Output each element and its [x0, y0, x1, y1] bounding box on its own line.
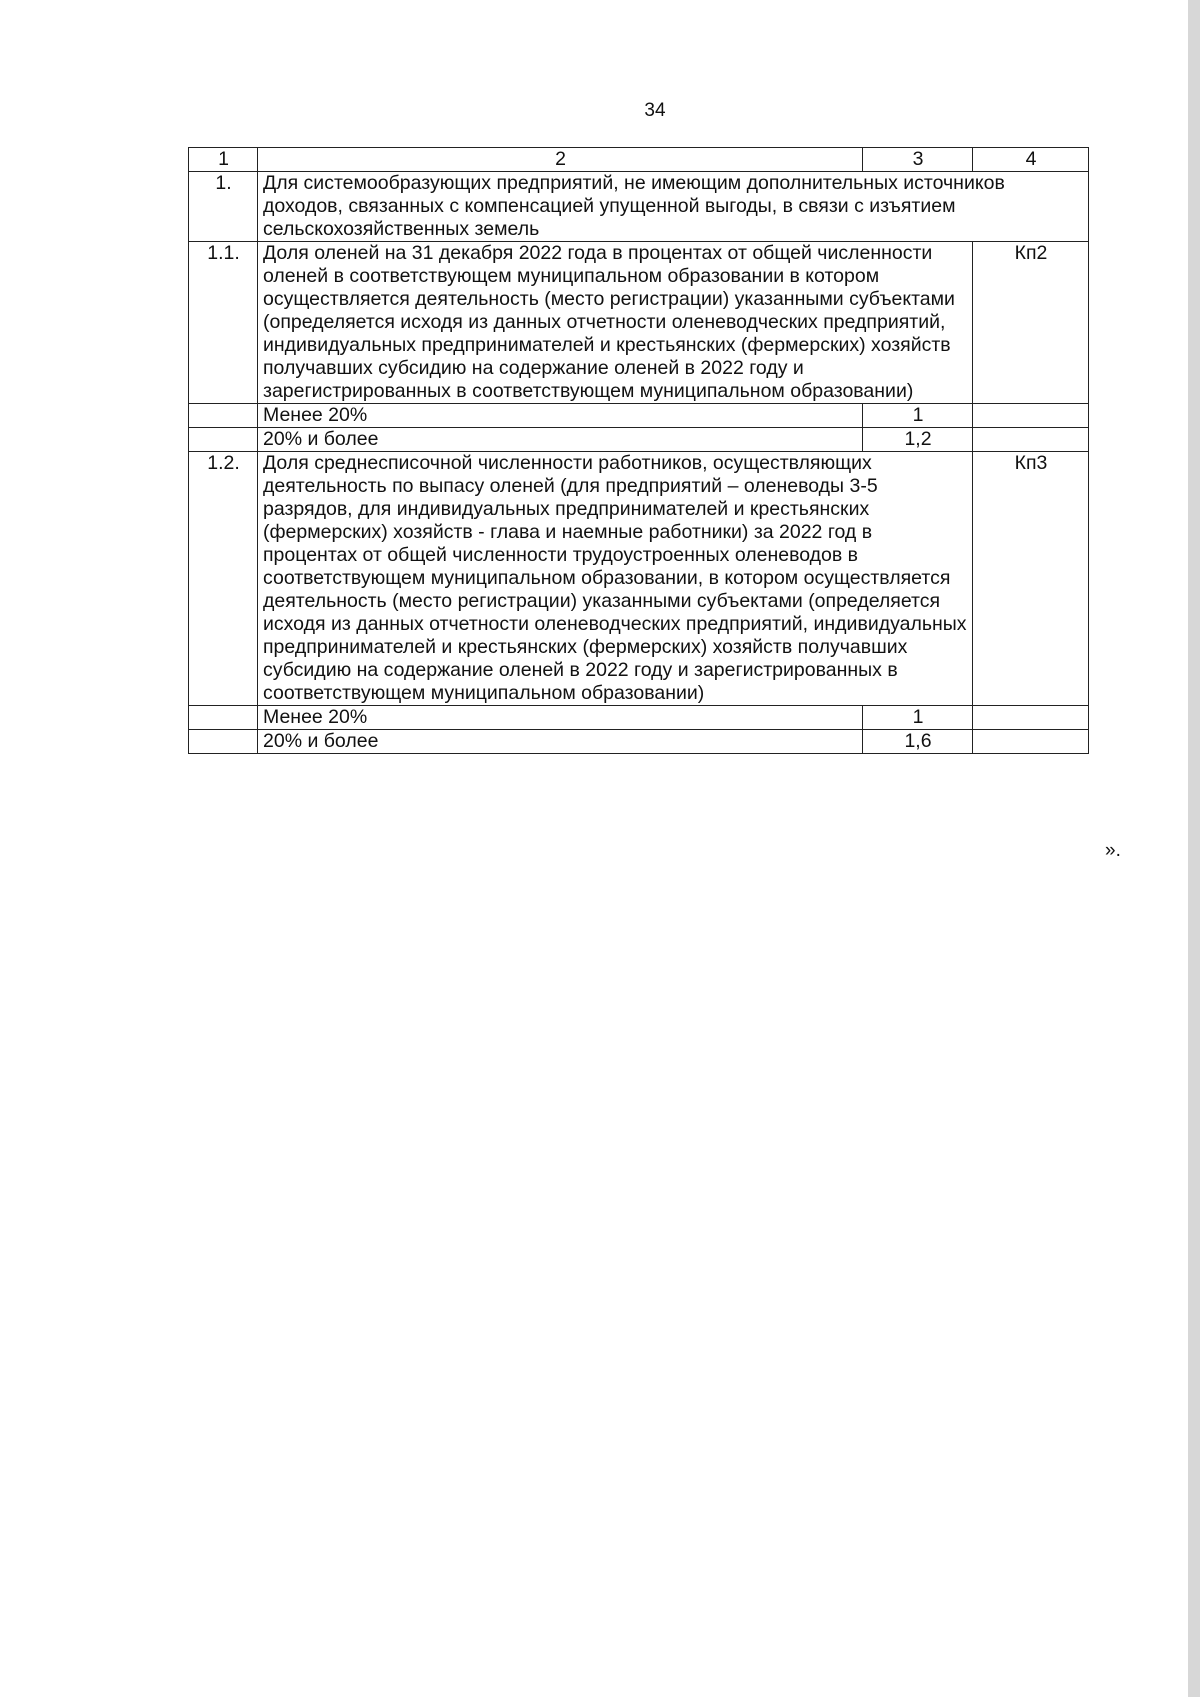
header-cell-2: 2	[258, 148, 863, 172]
table-header-row	[189, 148, 1089, 172]
row-number: 1.1.	[189, 242, 258, 404]
header-cell-1: 1	[189, 148, 258, 172]
closing-quote-mark: ».	[1105, 840, 1121, 861]
row-number	[189, 428, 258, 452]
row-text: Для системообразующих предприятий, не имеющим дополнительных источников доходов, связанных с компенсацией упущенной выгоды, в связи с изъятием сельскохозяйственных земель	[258, 172, 1089, 242]
table-row	[189, 452, 1089, 706]
header-cell-4: 4	[973, 148, 1089, 172]
row-code: Кп2	[973, 242, 1089, 404]
table-row	[189, 172, 1089, 242]
table-row	[189, 706, 1089, 730]
header-cell-3: 3	[863, 148, 973, 172]
row-code	[973, 428, 1089, 452]
row-code	[973, 404, 1089, 428]
row-code: Кп3	[973, 452, 1089, 706]
scan-right-edge	[1188, 0, 1200, 1697]
row-code	[973, 706, 1089, 730]
row-text: 20% и более	[258, 730, 863, 754]
row-number	[189, 706, 258, 730]
row-number: 1.2.	[189, 452, 258, 706]
table-row	[189, 730, 1089, 754]
row-text: Менее 20%	[258, 706, 863, 730]
row-text: Доля среднесписочной численности работников, осуществляющих деятельность по выпасу оленей (для предприятий – оленеводы 3-5 разрядов, для индивидуальных предпринимателей и крестьянских (фермерских) хозяйств - глава и наемные работники) за 2022 год в процентах от общей численности трудоустроенных оленеводов в соответствующем муниципальном образовании, в котором осуществляется деятельность (место регистрации) указанными субъектами (определяется исходя из данных отчетности оленеводческих предприятий, индивидуальных предпринимателей и крестьянских (фермерских) хозяйств получавших субсидию на содержание оленей в 2022 году и зарегистрированных в соответствующем муниципальном образовании)	[258, 452, 973, 706]
table-row	[189, 404, 1089, 428]
row-value: 1,6	[863, 730, 973, 754]
table-row	[189, 242, 1089, 404]
row-text: Менее 20%	[258, 404, 863, 428]
row-number	[189, 730, 258, 754]
page-number: 34	[644, 100, 666, 121]
row-code	[973, 730, 1089, 754]
row-number: 1.	[189, 172, 258, 242]
row-value: 1	[863, 404, 973, 428]
row-text: 20% и более	[258, 428, 863, 452]
table-row	[189, 428, 1089, 452]
row-number	[189, 404, 258, 428]
criteria-table	[188, 147, 1089, 754]
row-value: 1	[863, 706, 973, 730]
row-value: 1,2	[863, 428, 973, 452]
row-text: Доля оленей на 31 декабря 2022 года в процентах от общей численности оленей в соответствующем муниципальном образовании в котором осуществляется деятельность (место регистрации) указанными субъектами (определяется исходя из данных отчетности оленеводческих предприятий, индивидуальных предпринимателей и крестьянских (фермерских) хозяйств получавших субсидию на содержание оленей в 2022 году и зарегистрированных в соответствующем муниципальном образовании)	[258, 242, 973, 404]
